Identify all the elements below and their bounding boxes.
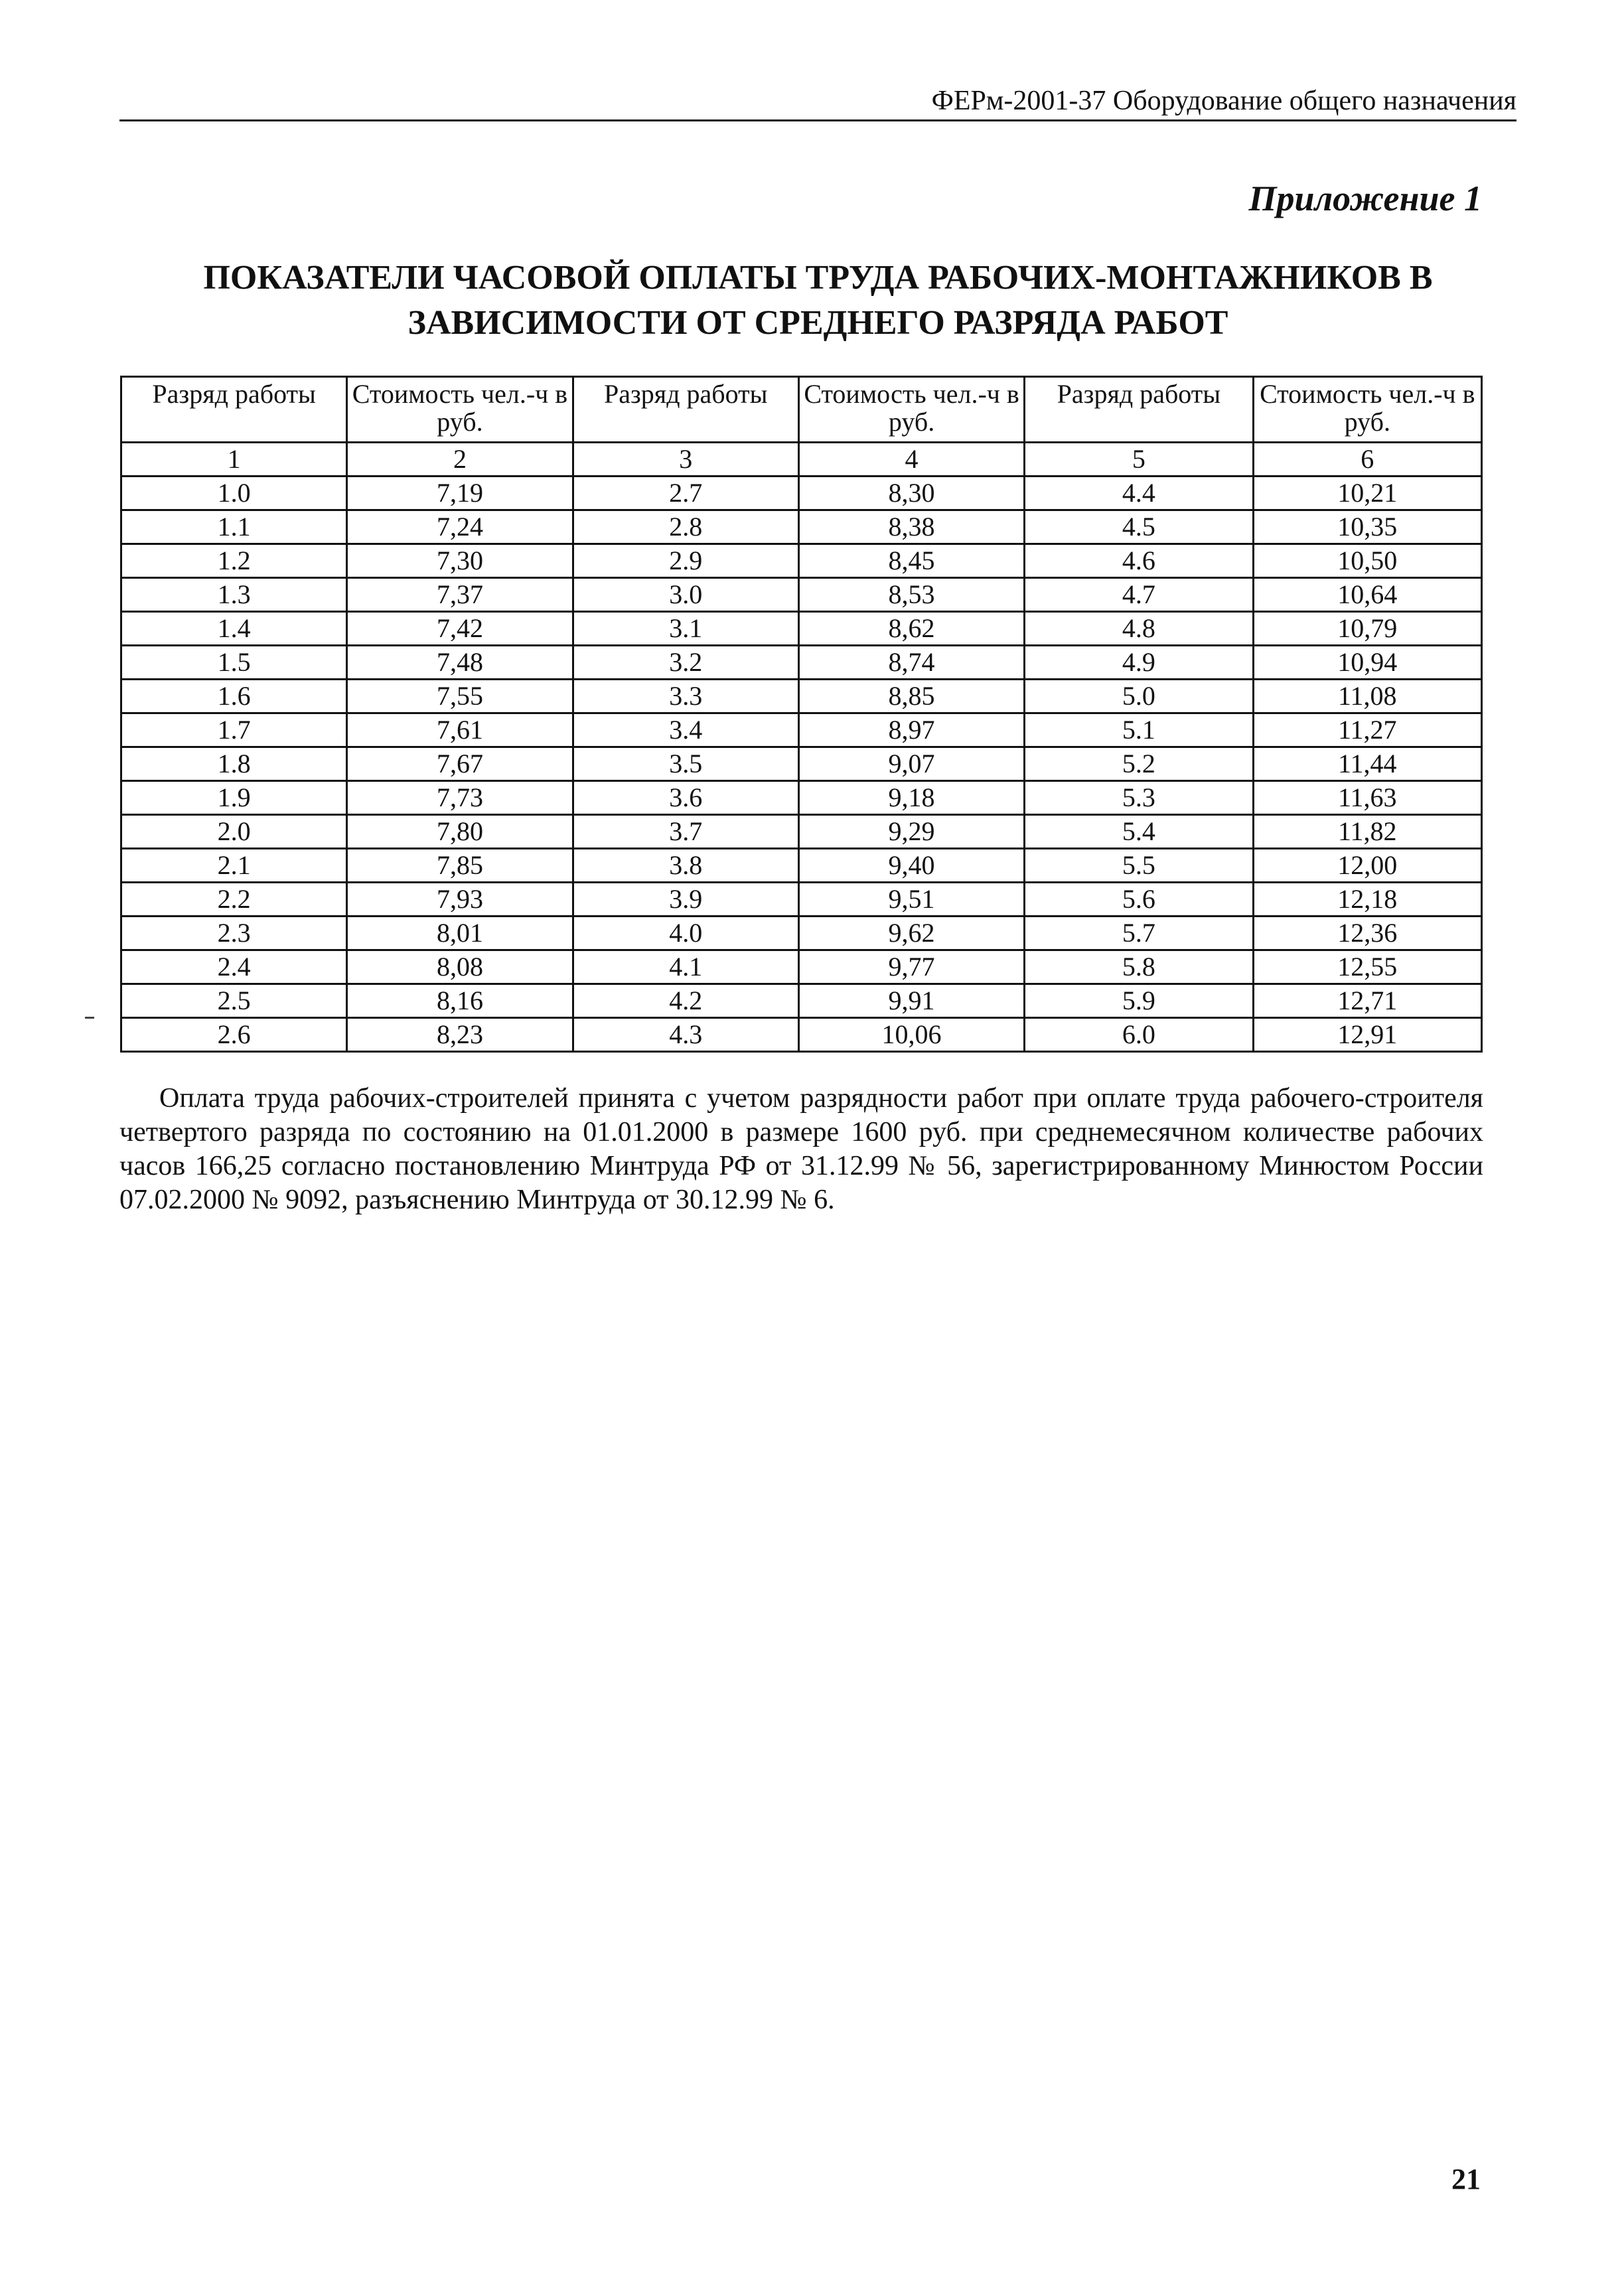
table-cell: 4.1	[573, 950, 798, 984]
table-cell: 3.2	[573, 646, 798, 680]
rates-table	[120, 376, 1483, 1053]
table-cell: 2.0	[121, 815, 347, 849]
table-cell: 5.2	[1025, 747, 1253, 781]
table-row	[121, 781, 1482, 815]
table-cell: 7,30	[347, 544, 573, 578]
table-row	[121, 815, 1482, 849]
table-row	[121, 1018, 1482, 1052]
table-cell: 1.2	[121, 544, 347, 578]
table-cell: 10,35	[1253, 510, 1481, 544]
table-cell: 4.2	[573, 984, 798, 1018]
page-title-line-1: ПОКАЗАТЕЛИ ЧАСОВОЙ ОПЛАТЫ ТРУДА РАБОЧИХ-МОНТАЖНИКОВ В	[203, 259, 1433, 297]
table-cell: 2.8	[573, 510, 798, 544]
column-number-cell: 4	[798, 443, 1024, 477]
table-row	[121, 510, 1482, 544]
table-cell: 5.4	[1025, 815, 1253, 849]
table-cell: 8,53	[798, 578, 1024, 612]
appendix-label: Приложение 1	[1248, 179, 1482, 218]
table-cell: 9,40	[798, 849, 1024, 883]
table-cell: 7,80	[347, 815, 573, 849]
table-row	[121, 477, 1482, 510]
table-cell: 10,06	[798, 1018, 1024, 1052]
table-row	[121, 612, 1482, 646]
table-cell: 3.6	[573, 781, 798, 815]
scan-artifact-mark	[85, 1017, 94, 1019]
table-cell: 6.0	[1025, 1018, 1253, 1052]
table-cell: 3.7	[573, 815, 798, 849]
table-header-cell: Стоимость чел.-ч в руб.	[347, 377, 573, 443]
table-cell: 8,38	[798, 510, 1024, 544]
table-cell: 7,48	[347, 646, 573, 680]
table-cell: 7,19	[347, 477, 573, 510]
table-cell: 2.6	[121, 1018, 347, 1052]
table-cell: 9,91	[798, 984, 1024, 1018]
table-cell: 3.0	[573, 578, 798, 612]
table-cell: 3.3	[573, 680, 798, 713]
table-header-cell: Разряд работы	[1025, 377, 1253, 443]
table-cell: 8,85	[798, 680, 1024, 713]
page-number: 21	[1451, 2163, 1481, 2195]
table-row	[121, 544, 1482, 578]
running-header: ФЕРм-2001-37 Оборудование общего назначения	[119, 84, 1516, 121]
table-header-cell: Стоимость чел.-ч в руб.	[1253, 377, 1481, 443]
table-cell: 1.9	[121, 781, 347, 815]
table-cell: 12,18	[1253, 883, 1481, 917]
table-cell: 11,63	[1253, 781, 1481, 815]
column-number-cell: 5	[1025, 443, 1253, 477]
table-cell: 5.8	[1025, 950, 1253, 984]
table-cell: 3.4	[573, 713, 798, 747]
table-cell: 4.5	[1025, 510, 1253, 544]
table-cell: 10,94	[1253, 646, 1481, 680]
table-cell: 3.9	[573, 883, 798, 917]
column-number-cell: 6	[1253, 443, 1481, 477]
table-cell: 12,36	[1253, 917, 1481, 950]
table-cell: 8,08	[347, 950, 573, 984]
table-row	[121, 950, 1482, 984]
table-cell: 4.7	[1025, 578, 1253, 612]
table-cell: 9,07	[798, 747, 1024, 781]
table-cell: 10,79	[1253, 612, 1481, 646]
table-cell: 7,61	[347, 713, 573, 747]
table-cell: 2.4	[121, 950, 347, 984]
page-title	[119, 256, 1516, 346]
table-header-cell: Разряд работы	[573, 377, 798, 443]
table-cell: 12,55	[1253, 950, 1481, 984]
table-cell: 7,42	[347, 612, 573, 646]
table-column-number-row	[121, 443, 1482, 477]
table-cell: 4.9	[1025, 646, 1253, 680]
table-cell: 5.1	[1025, 713, 1253, 747]
table-cell: 2.5	[121, 984, 347, 1018]
table-cell: 7,37	[347, 578, 573, 612]
table-cell: 9,77	[798, 950, 1024, 984]
table-cell: 1.4	[121, 612, 347, 646]
table-cell: 7,24	[347, 510, 573, 544]
table-cell: 8,30	[798, 477, 1024, 510]
table-cell: 5.3	[1025, 781, 1253, 815]
table-cell: 5.6	[1025, 883, 1253, 917]
table-cell: 8,01	[347, 917, 573, 950]
table-cell: 5.7	[1025, 917, 1253, 950]
table-cell: 12,00	[1253, 849, 1481, 883]
table-cell: 1.7	[121, 713, 347, 747]
table-cell: 10,21	[1253, 477, 1481, 510]
table-cell: 1.5	[121, 646, 347, 680]
table-cell: 3.8	[573, 849, 798, 883]
table-cell: 4.6	[1025, 544, 1253, 578]
table-cell: 7,67	[347, 747, 573, 781]
table-row	[121, 747, 1482, 781]
table-cell: 2.7	[573, 477, 798, 510]
rates-table-body	[121, 377, 1482, 1052]
table-cell: 11,82	[1253, 815, 1481, 849]
table-cell: 12,91	[1253, 1018, 1481, 1052]
table-cell: 9,62	[798, 917, 1024, 950]
table-cell: 5.9	[1025, 984, 1253, 1018]
table-cell: 8,97	[798, 713, 1024, 747]
table-cell: 4.0	[573, 917, 798, 950]
table-cell: 2.3	[121, 917, 347, 950]
table-cell: 7,55	[347, 680, 573, 713]
table-cell: 9,51	[798, 883, 1024, 917]
table-row	[121, 680, 1482, 713]
table-cell: 1.6	[121, 680, 347, 713]
table-cell: 12,71	[1253, 984, 1481, 1018]
table-row	[121, 646, 1482, 680]
table-row	[121, 917, 1482, 950]
table-cell: 11,44	[1253, 747, 1481, 781]
page-title-line-2: ЗАВИСИМОСТИ ОТ СРЕДНЕГО РАЗРЯДА РАБОТ	[407, 304, 1228, 342]
table-cell: 1.3	[121, 578, 347, 612]
table-header-cell: Разряд работы	[121, 377, 347, 443]
table-cell: 8,45	[798, 544, 1024, 578]
table-cell: 10,64	[1253, 578, 1481, 612]
table-header-row	[121, 377, 1482, 443]
table-cell: 3.1	[573, 612, 798, 646]
table-row	[121, 849, 1482, 883]
table-cell: 1.8	[121, 747, 347, 781]
table-cell: 2.2	[121, 883, 347, 917]
table-cell: 9,18	[798, 781, 1024, 815]
table-cell: 10,50	[1253, 544, 1481, 578]
table-cell: 2.9	[573, 544, 798, 578]
table-row	[121, 713, 1482, 747]
table-cell: 7,73	[347, 781, 573, 815]
table-cell: 4.8	[1025, 612, 1253, 646]
table-cell: 7,85	[347, 849, 573, 883]
table-cell: 11,27	[1253, 713, 1481, 747]
table-cell: 9,29	[798, 815, 1024, 849]
table-cell: 5.0	[1025, 680, 1253, 713]
table-header-cell: Стоимость чел.-ч в руб.	[798, 377, 1024, 443]
table-row	[121, 984, 1482, 1018]
table-cell: 4.4	[1025, 477, 1253, 510]
table-cell: 8,23	[347, 1018, 573, 1052]
table-cell: 8,16	[347, 984, 573, 1018]
table-cell: 1.1	[121, 510, 347, 544]
table-cell: 4.3	[573, 1018, 798, 1052]
table-row	[121, 883, 1482, 917]
column-number-cell: 2	[347, 443, 573, 477]
column-number-cell: 3	[573, 443, 798, 477]
table-cell: 8,62	[798, 612, 1024, 646]
table-cell: 7,93	[347, 883, 573, 917]
column-number-cell: 1	[121, 443, 347, 477]
table-cell: 2.1	[121, 849, 347, 883]
table-cell: 5.5	[1025, 849, 1253, 883]
table-cell: 11,08	[1253, 680, 1481, 713]
table-row	[121, 578, 1482, 612]
table-cell: 8,74	[798, 646, 1024, 680]
table-cell: 1.0	[121, 477, 347, 510]
table-cell: 3.5	[573, 747, 798, 781]
footnote-paragraph: Оплата труда рабочих-строителей принята с учетом разрядности работ при оплате труда рабочего-строителя четвертого разряда по состоянию на 01.01.2000 в размере 1600 руб. при среднемесячном количестве рабочих часов 166,25 согласно постановлению Минтруда РФ от 31.12.99 № 56, зарегистрированному Минюстом России 07.02.2000 № 9092, разъяснению Минтруда от 30.12.99 № 6.	[119, 1083, 1483, 1215]
